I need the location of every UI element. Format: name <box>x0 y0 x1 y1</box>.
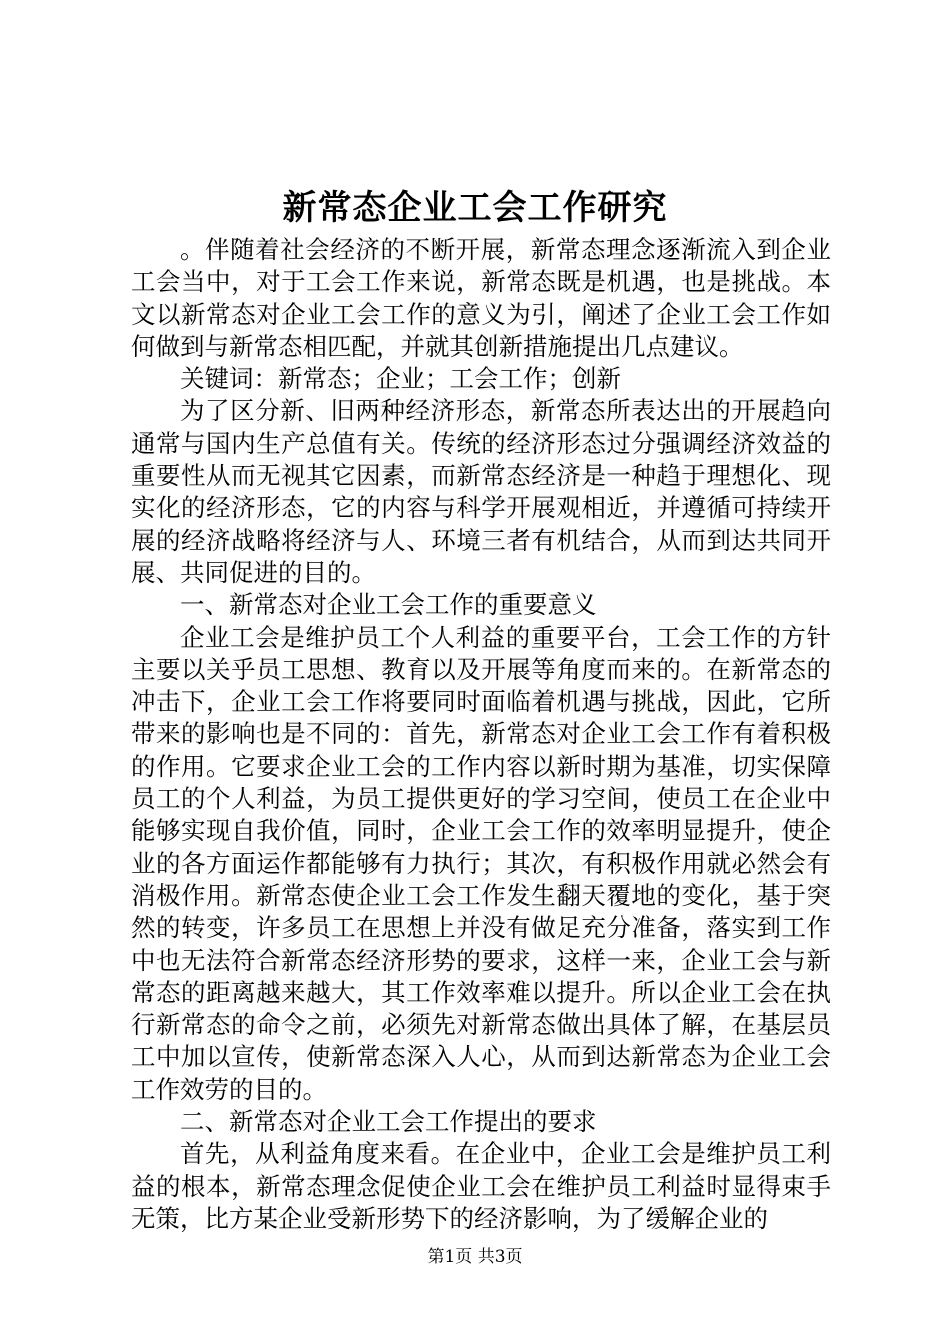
paragraph-abstract: 。伴随着社会经济的不断开展，新常态理念逐渐流入到企业工会当中，对于工会工作来说，新常态既是机遇，也是挑战。本文以新常态对企业工会工作的意义为引，阐述了企业工会工作如何做到与新常态相匹配，并就其创新措施提出几点建议。 <box>131 235 831 361</box>
paragraph-keywords: 关键词：新常态；企业；工会工作；创新 <box>180 364 621 394</box>
paragraph-intro: 为了区分新、旧两种经济形态，新常态所表达出的开展趋向通常与国内生产总值有关。传统的经济形态过分强调经济效益的重要性从而无视其它因素，而新常态经济是一种趋于理想化、现实化的经济形态，它的内容与科学开展观相近，并遵循可持续开展的经济战略将经济与人、环境三者有机结合，从而到达共同开展、共同促进的目的。 <box>131 396 831 587</box>
paragraph-section-1: 企业工会是维护员工个人利益的重要平台，工会工作的方针主要以关乎员工思想、教育以及开展等角度而来的。在新常态的冲击下，企业工会工作将要同时面临着机遇与挑战，因此，它所带来的影响也是不同的：首先，新常态对企业工会工作有着积极的作用。它要求企业工会的工作内容以新时期为基准，切实保障员工的个人利益，为员工提供更好的学习空间，使员工在企业中能够实现自我价值，同时，企业工会工作的效率明显提升，使企业的各方面运作都能够有力执行；其次，有积极作用就必然会有消极作用。新常态使企业工会工作发生翻天覆地的变化，基于突然的转变，许多员工在思想上并没有做足充分准备，落实到工作中也无法符合新常态经济形势的要求，这样一来，企业工会与新常态的距离越来越大，其工作效率难以提升。所以企业工会在执行新常态的命令之前，必须先对新常态做出具体了解，在基层员工中加以宣传，使新常态深入人心，从而到达新常态为企业工会工作效劳的目的。 <box>131 622 831 1104</box>
page-footer: 第1页 共3页 <box>427 1247 523 1267</box>
document-title: 新常态企业工会工作研究 <box>282 188 668 228</box>
section-heading-2: 二、新常态对企业工会工作提出的要求 <box>180 1107 597 1137</box>
document-body <box>131 234 831 1235</box>
paragraph-section-2: 首先，从利益角度来看。在企业中，企业工会是维护员工利益的根本，新常态理念促使企业工会在维护员工利益时显得束手无策，比方某企业受新形势下的经济影响，为了缓解企业的 <box>131 1139 831 1233</box>
section-heading-1: 一、新常态对企业工会工作的重要意义 <box>180 590 597 620</box>
